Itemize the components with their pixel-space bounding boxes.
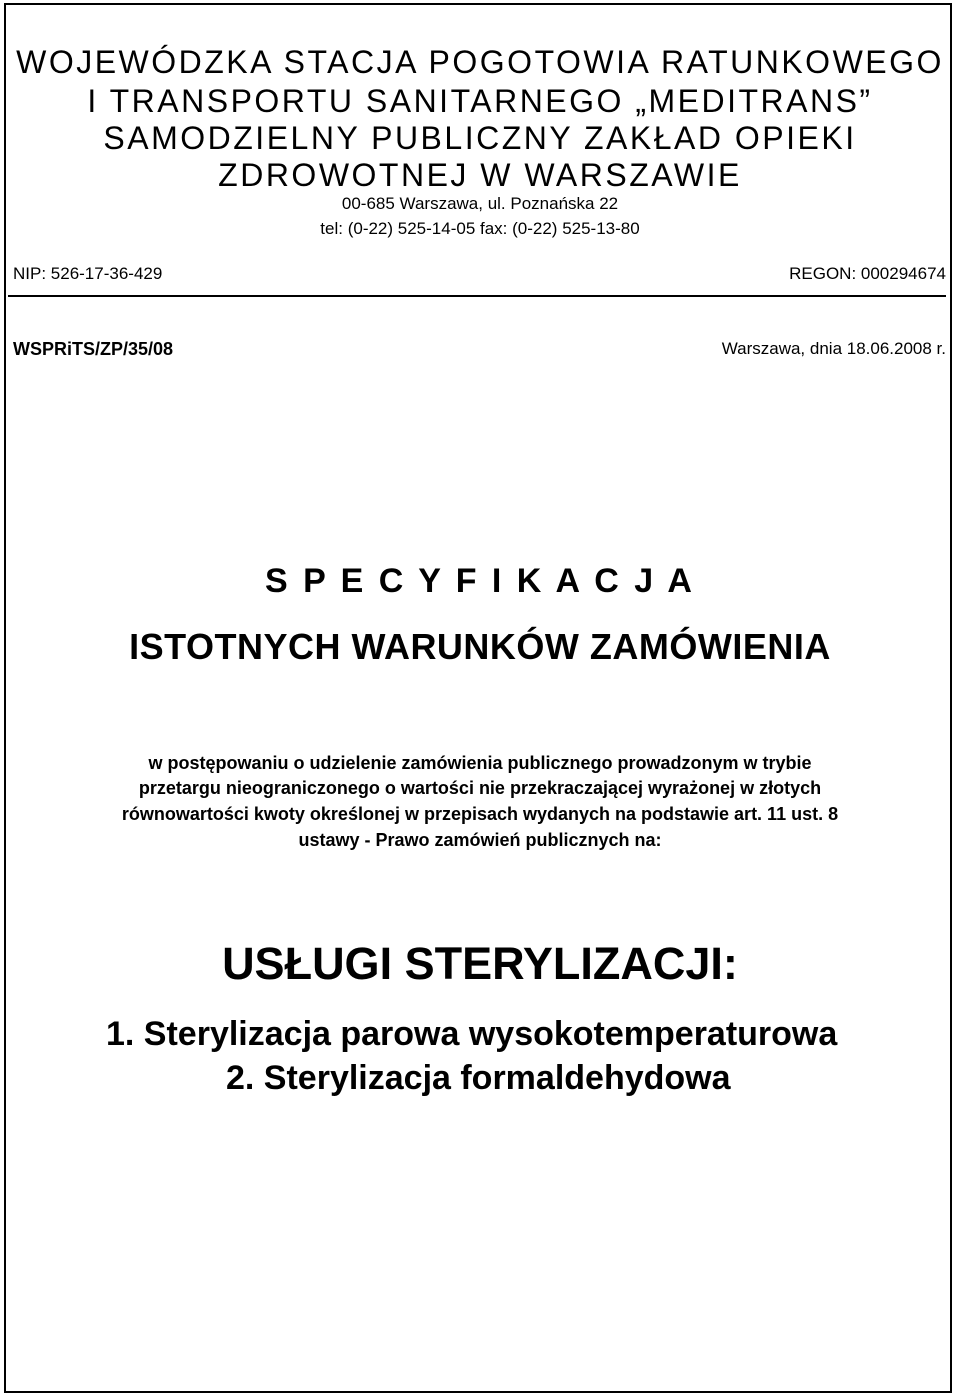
- services-title: USŁUGI STERYLIZACJI:: [222, 938, 738, 989]
- document-date: Warszawa, dnia 18.06.2008 r.: [721, 339, 946, 358]
- org-phone-fax: tel: (0-22) 525-14-05 fax: (0-22) 525-13-80: [320, 219, 640, 238]
- spec-title: S P E C Y F I K A C J A: [265, 562, 695, 600]
- service-item-1: 1. Sterylizacja parowa wysokotemperaturowa: [106, 1015, 838, 1053]
- procedure-line-4: ustawy - Prawo zamówień publicznych na:: [298, 830, 662, 850]
- nip-number: NIP: 526-17-36-429: [13, 264, 163, 283]
- spec-subtitle: ISTOTNYCH WARUNKÓW ZAMÓWIENIA: [129, 626, 831, 667]
- org-name-line-3: SAMODZIELNY PUBLICZNY ZAKŁAD OPIEKI: [103, 120, 857, 156]
- procedure-line-1: w postępowaniu o udzielenie zamówienia publicznego prowadzonym w trybie: [148, 753, 812, 773]
- org-name-line-2: I TRANSPORTU SANITARNEGO „MEDITRANS”: [87, 83, 873, 119]
- service-item-2: 2. Sterylizacja formaldehydowa: [226, 1059, 731, 1097]
- org-name-line-4: ZDROWOTNEJ W WARSZAWIE: [218, 157, 742, 193]
- org-address: 00-685 Warszawa, ul. Poznańska 22: [341, 194, 619, 213]
- org-name-line-1: WOJEWÓDZKA STACJA POGOTOWIA RATUNKOWEGO: [16, 44, 944, 80]
- procedure-line-2: przetargu nieograniczonego o wartości nie przekraczającej wyrażonej w złotych: [138, 778, 822, 798]
- reference-number: WSPRiTS/ZP/35/08: [13, 339, 174, 359]
- header-divider: [8, 295, 946, 297]
- regon-number: REGON: 000294674: [789, 264, 946, 283]
- procedure-line-3: równowartości kwoty określonej w przepisach wydanych na podstawie art. 11 ust. 8: [121, 804, 839, 824]
